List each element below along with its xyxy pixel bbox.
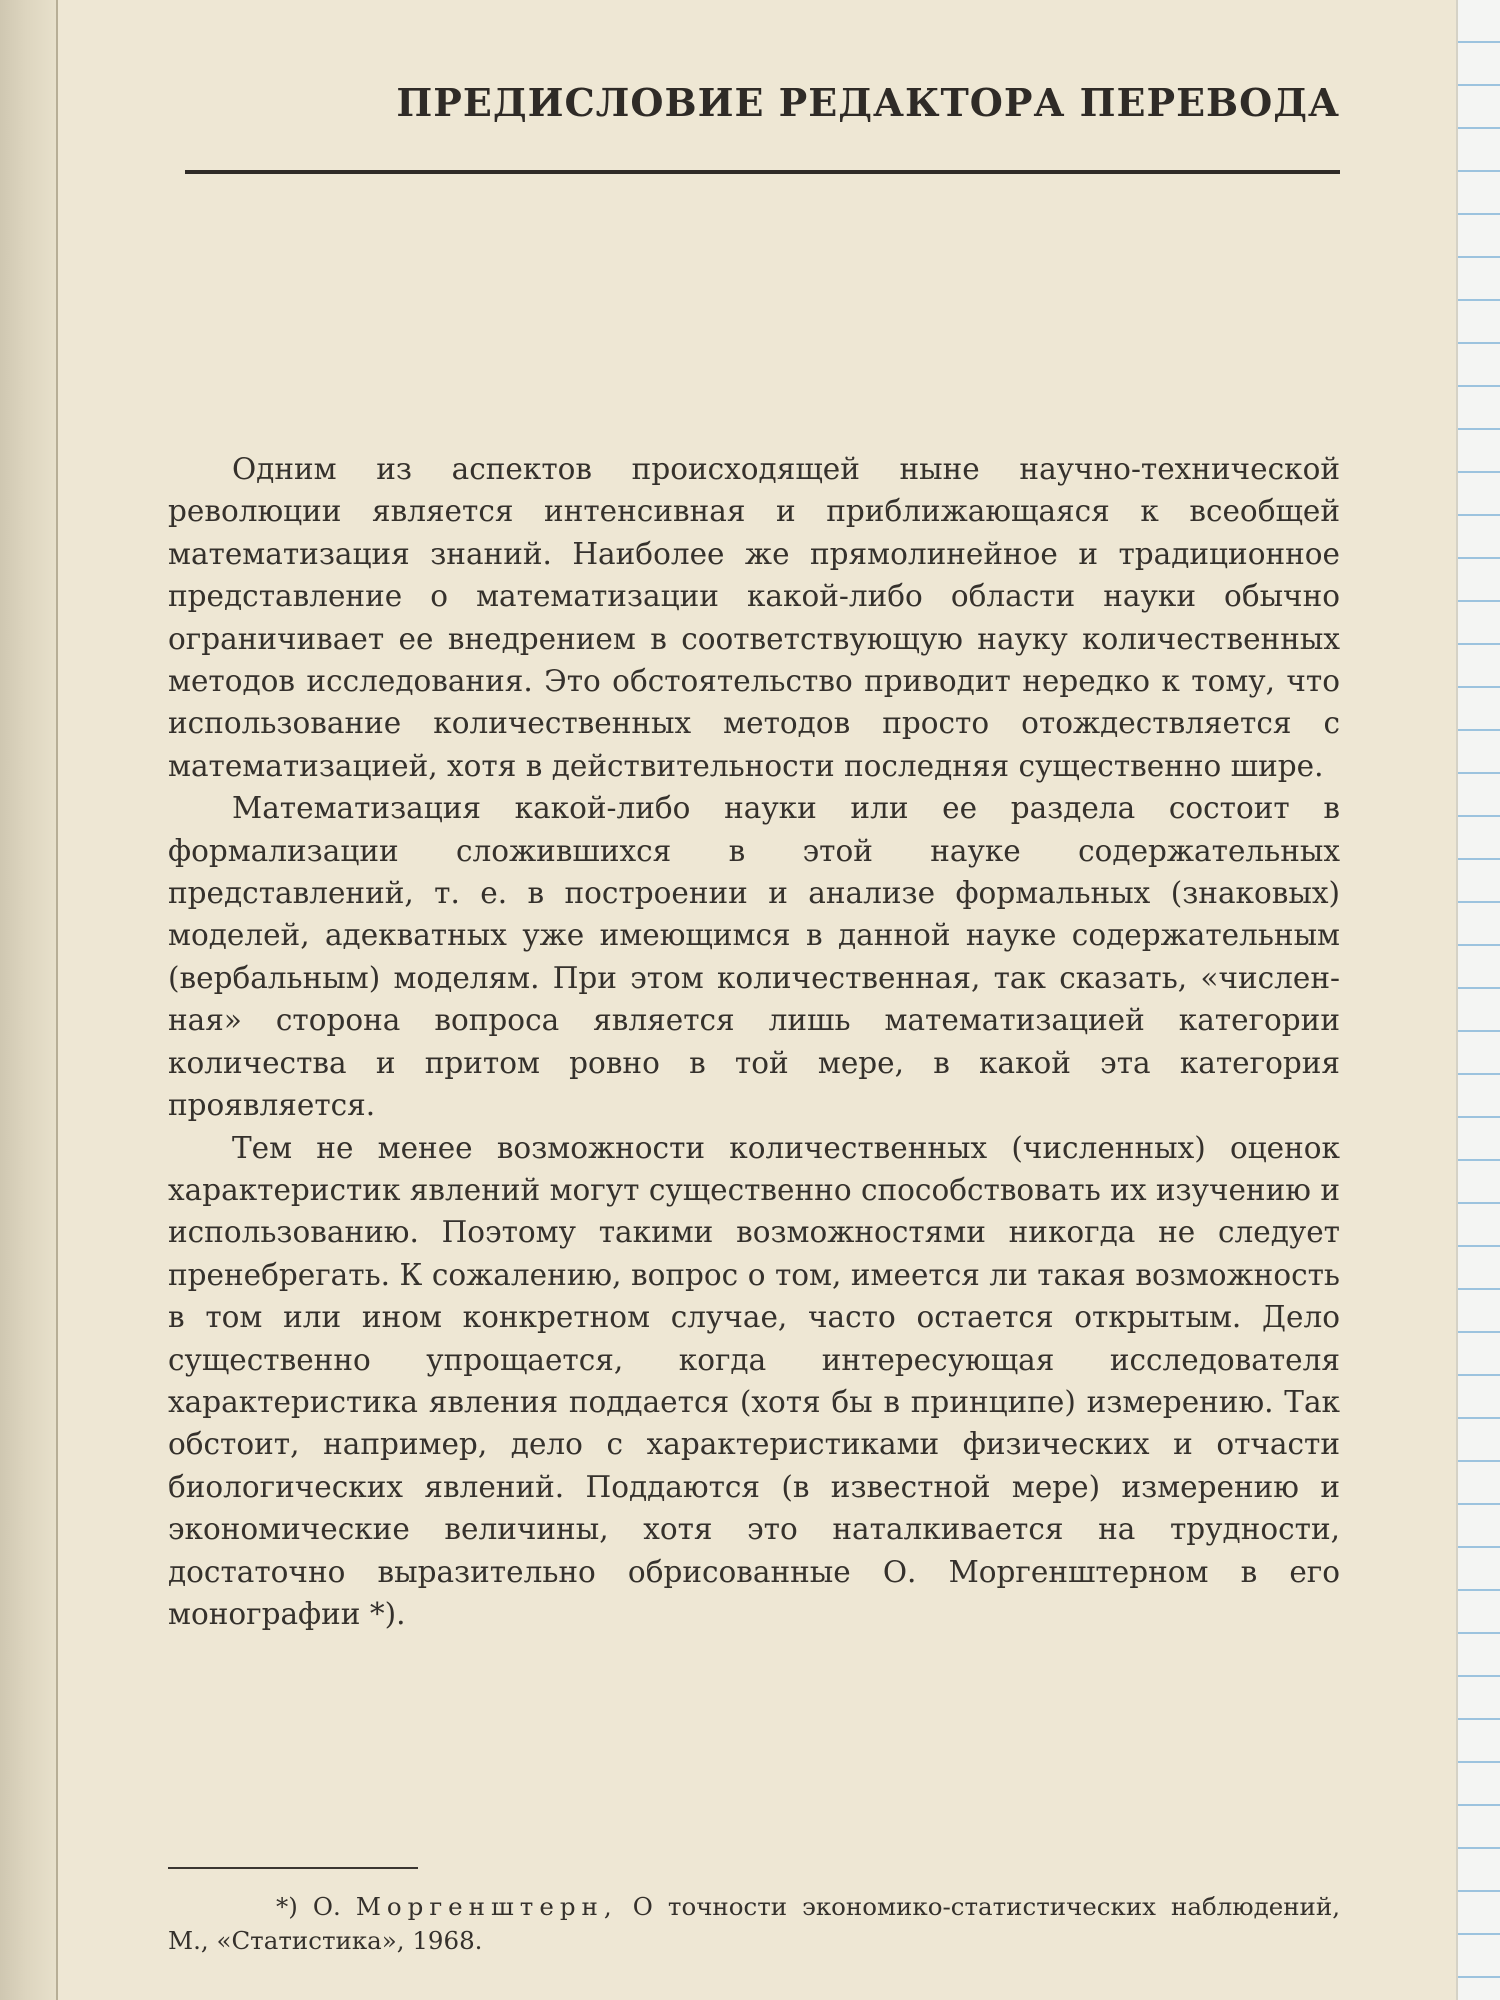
title-rule [185, 170, 1340, 174]
footnote-marker: *) О. [276, 1892, 341, 1921]
page-gutter-edge [56, 0, 58, 2000]
footnote-author: Моргенштерн, [355, 1892, 618, 1921]
notebook-paper-edge [1456, 0, 1500, 2000]
book-page [60, 0, 1456, 2000]
page-gutter-shadow [0, 0, 58, 2000]
paragraph-1: Одним из аспектов происходящей ныне научно-технической революции является интенсивная и приближающаяся к всеобщей математизация знаний. Наиболее же прямолинейное и традиционное представление о математизации какой-либо области науки обычно ограничивает ее внедрением в соответствующую науку количественных методов исследования. Это обстоятельство приводит нередко к тому, что использование количественных методов просто отождествляется с математизацией, хотя в действительности последняя существенно шире. [168, 452, 1340, 783]
paragraph-2: Математизация какой-либо науки или ее раздела состоит в формализации сложившихся в этой науке содержательных представлений, т. е. в построении и анализе формальных (знаковых) моделей, адекватных уже имеющимся в данной науке содержательным (вербальным) моделям. При этом количественная, так сказать, «численная» сторона вопроса является лишь математизацией категории количества и притом ровно в той мере, в какой эта категория проявляется. [168, 791, 1340, 1123]
paragraph-3: Тем не менее возможности количественных (численных) оценок характеристик явлений могут существенно способствовать их изучению и использованию. Поэтому такими возможностями никогда не следует пренебрегать. К сожалению, вопрос о том, имеется ли такая возможность в том или ином конкретном случае, часто остается открытым. Дело существенно упрощается, когда интересующая исследователя характеристика явления поддается (хотя бы в принципе) измерению. Так обстоит, например, дело с характеристиками физических и отчасти биологических явлений. Поддаются (в известной мере) измерению и экономические величины, хотя это наталкивается на трудности, достаточно выразительно обрисованные О. Моргенштерном в его монографии *). [168, 1130, 1340, 1631]
body-text [168, 448, 1340, 1635]
footnote [168, 1890, 1340, 1958]
footnote-text: О точности экономико-статистических наблюдений, М., «Статистика», 1968. [168, 1892, 1340, 1955]
page-title: ПРЕДИСЛОВИЕ РЕДАКТОРА ПЕРЕВОДА [396, 80, 1340, 125]
footnote-rule [168, 1867, 418, 1869]
